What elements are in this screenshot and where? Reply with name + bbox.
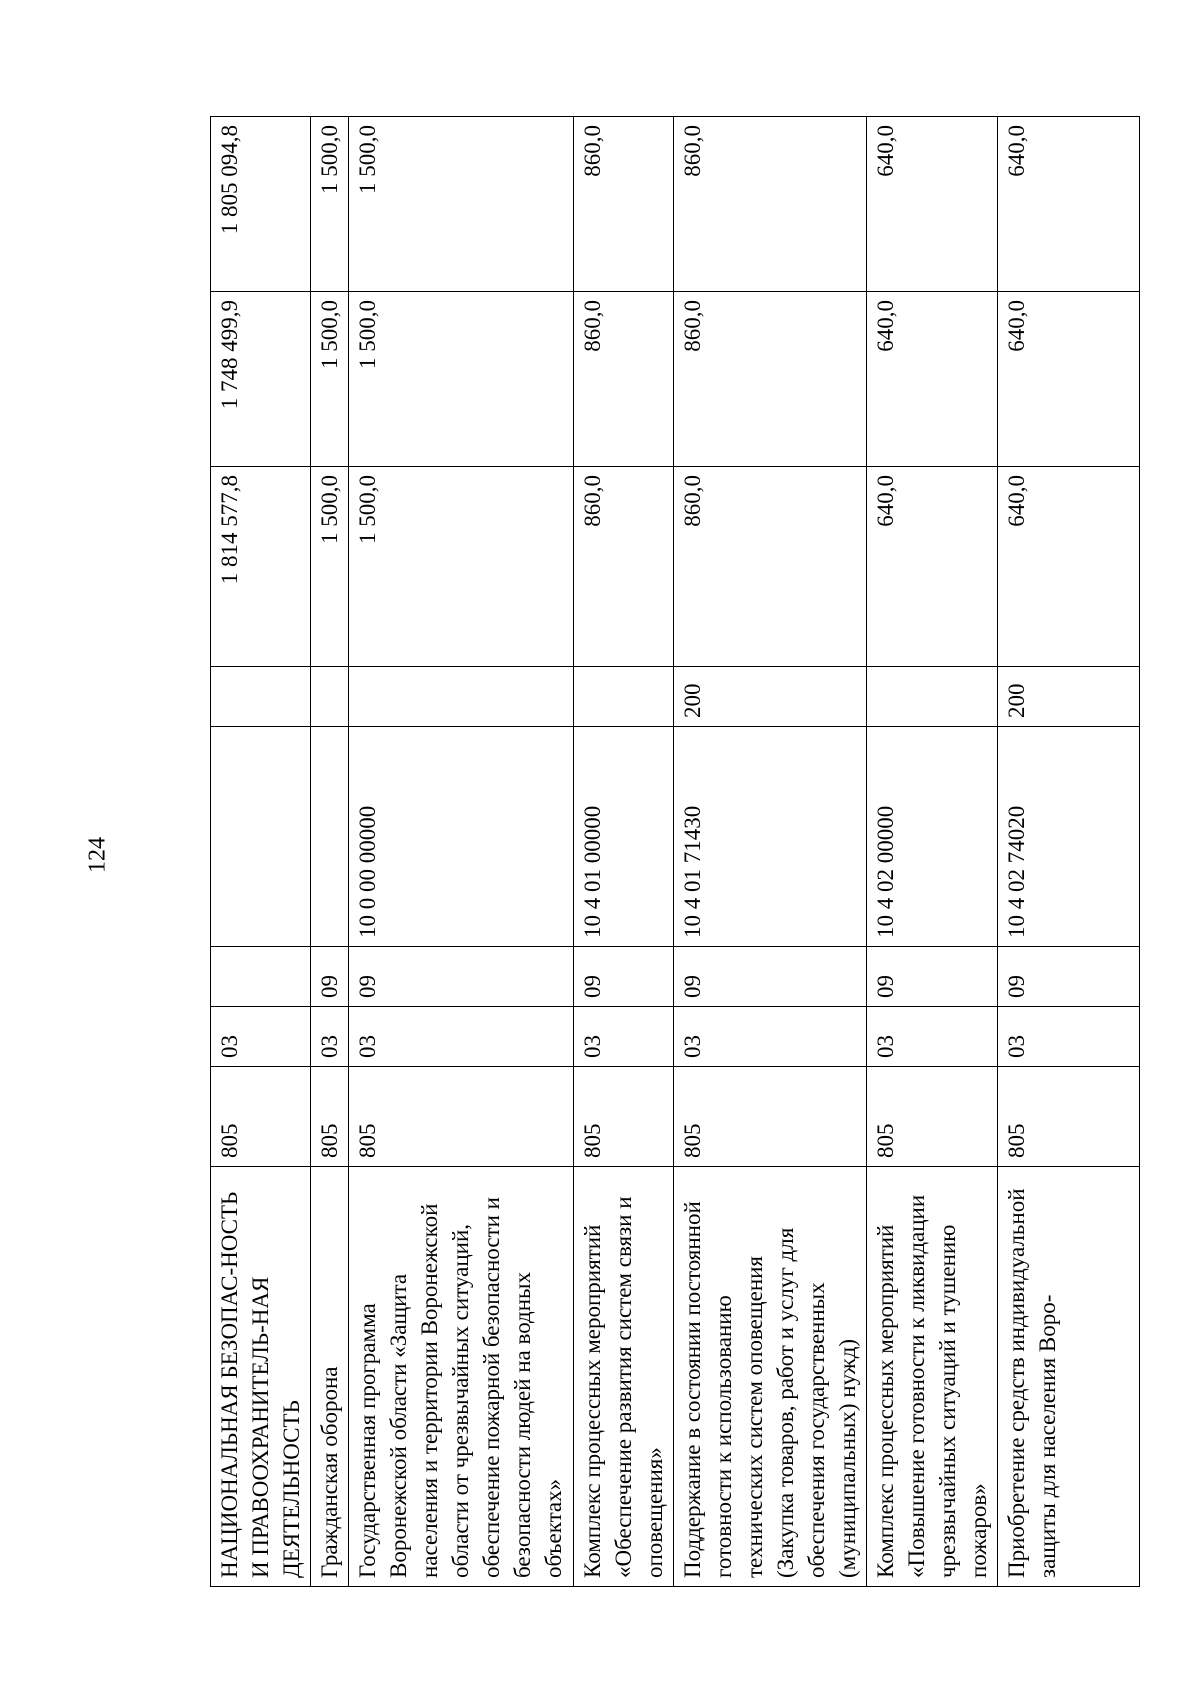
subsection-code: 09 [998,947,1140,1007]
subsection-code [211,947,311,1007]
expense-type-code [349,667,573,727]
amount-year-1: 640,0 [866,467,997,667]
section-code: 03 [998,1007,1140,1067]
ministry-code: 805 [311,1067,349,1167]
amount-year-1: 860,0 [573,467,673,667]
amount-year-1: 1 500,0 [311,467,349,667]
subsection-code: 09 [573,947,673,1007]
table-row [998,117,1140,1587]
target-code: 10 4 02 74020 [998,727,1140,947]
ministry-code: 805 [349,1067,573,1167]
target-code: 10 4 01 00000 [573,727,673,947]
amount-year-3: 1 500,0 [311,117,349,292]
ministry-code: 805 [211,1067,311,1167]
expense-type-code: 200 [998,667,1140,727]
row-name: Поддержание в состоянии постоянной готовности к использованию технических систем оповещения (Закупка товаров, работ и услуг для обеспечения государственных (муниципальных) нужд) [673,1167,866,1587]
ministry-code: 805 [998,1067,1140,1167]
amount-year-3: 860,0 [573,117,673,292]
amount-year-2: 860,0 [673,292,866,467]
amount-year-2: 1 748 499,9 [211,292,311,467]
row-name: Комплекс процессных мероприятий «Повышение готовности к ликвидации чрезвычайных ситуаций и тушению пожаров» [866,1167,997,1587]
amount-year-2: 640,0 [998,292,1140,467]
amount-year-3: 1 805 094,8 [211,117,311,292]
table-row [311,117,349,1587]
row-name: Приобретение средств индивидуальной защиты для населения Воро- [998,1167,1140,1587]
table-row [211,117,311,1587]
target-code: 10 0 00 00000 [349,727,573,947]
row-name: Гражданская оборона [311,1167,349,1587]
subsection-code: 09 [673,947,866,1007]
row-name: Государственная программа Воронежской области «Защита населения и территории Воронежской области от чрезвычайных ситуаций, обеспечение пожарной безопасности и безопасности людей на водных объектах» [349,1167,573,1587]
budget-table-rotated [210,117,1100,1587]
target-code: 10 4 02 00000 [866,727,997,947]
section-code: 03 [211,1007,311,1067]
section-code: 03 [673,1007,866,1067]
amount-year-2: 1 500,0 [311,292,349,467]
ministry-code: 805 [573,1067,673,1167]
expense-type-code [866,667,997,727]
subsection-code: 09 [866,947,997,1007]
table-row [573,117,673,1587]
amount-year-1: 1 500,0 [349,467,573,667]
target-code [311,727,349,947]
amount-year-3: 860,0 [673,117,866,292]
amount-year-3: 1 500,0 [349,117,573,292]
section-code: 03 [573,1007,673,1067]
amount-year-1: 1 814 577,8 [211,467,311,667]
page-number: 124 [84,837,111,873]
amount-year-3: 640,0 [866,117,997,292]
target-code [211,727,311,947]
section-code: 03 [311,1007,349,1067]
amount-year-2: 1 500,0 [349,292,573,467]
subsection-code: 09 [311,947,349,1007]
amount-year-1: 640,0 [998,467,1140,667]
amount-year-3: 640,0 [998,117,1140,292]
row-name: НАЦИОНАЛЬНАЯ БЕЗОПАС-НОСТЬ И ПРАВООХРАНИТЕЛЬ-НАЯ ДЕЯТЕЛЬНОСТЬ [211,1167,311,1587]
section-code: 03 [866,1007,997,1067]
subsection-code: 09 [349,947,573,1007]
ministry-code: 805 [673,1067,866,1167]
amount-year-2: 860,0 [573,292,673,467]
row-name: Комплекс процессных мероприятий «Обеспечение развития систем связи и оповещения» [573,1167,673,1587]
table-row [673,117,866,1587]
budget-table [210,116,1140,1587]
ministry-code: 805 [866,1067,997,1167]
expense-type-code [311,667,349,727]
section-code: 03 [349,1007,573,1067]
amount-year-1: 860,0 [673,467,866,667]
table-row [349,117,573,1587]
target-code: 10 4 01 71430 [673,727,866,947]
expense-type-code [211,667,311,727]
expense-type-code: 200 [673,667,866,727]
amount-year-2: 640,0 [866,292,997,467]
table-row [866,117,997,1587]
expense-type-code [573,667,673,727]
